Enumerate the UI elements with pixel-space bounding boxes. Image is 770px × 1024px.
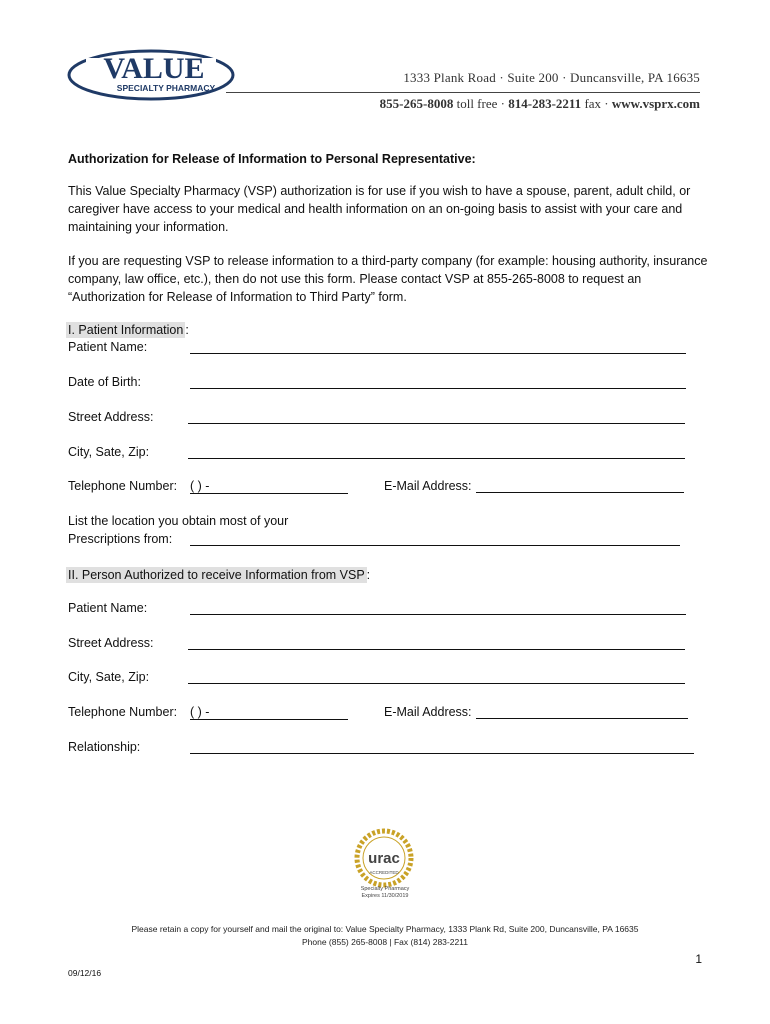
- patient-email-label: E-Mail Address:: [384, 479, 472, 493]
- section-1-heading: I. Patient Information :: [68, 323, 189, 337]
- fax-label: fax: [584, 96, 602, 111]
- header-address: 1333 Plank Road · Suite 200 · Duncansville, PA 16635: [403, 70, 700, 85]
- dob-label: Date of Birth:: [68, 375, 141, 389]
- patient-telephone-label: Telephone Number:: [68, 479, 178, 493]
- patient-city-label: City, Sate, Zip:: [68, 445, 150, 459]
- website-link[interactable]: www.vsprx.com: [611, 96, 700, 111]
- header-divider: [226, 92, 700, 93]
- authorized-city-field[interactable]: [188, 683, 685, 684]
- section-2-heading: II. Person Authorized to receive Information from VSP :: [68, 568, 371, 582]
- intro-paragraph-2: If you are requesting VSP to release information to a third-party company (for example: housing authority, insurance company, law office, etc.), then do not use this form. Please contact VSP at 855-265-8008 to request an “Authorization for Release of Information to Third Party” form.: [68, 254, 708, 304]
- relationship-field[interactable]: [190, 753, 694, 754]
- relationship-label: Relationship:: [68, 740, 141, 754]
- authorized-email-field[interactable]: [476, 718, 688, 719]
- footer-mailing-note: Please retain a copy for yourself and mail the original to: Value Specialty Pharmacy, 1333 Plank Rd, Suite 200, Duncansville, PA 16635: [131, 924, 639, 934]
- authorized-telephone-label: Telephone Number:: [68, 705, 178, 719]
- authorized-city-label: City, Sate, Zip:: [68, 670, 150, 684]
- patient-city-field[interactable]: [188, 458, 685, 459]
- intro-paragraph-1: This Value Specialty Pharmacy (VSP) authorization is for use if you wish to have a spouse, parent, adult child, or caregiver have access to your medical and health information on an on-going basis to assist with your care and maintaining your information.: [68, 184, 691, 234]
- urac-accredited: ACCREDITED: [369, 870, 399, 875]
- authorized-name-field[interactable]: [190, 614, 686, 615]
- seal-caption-line1: Specialty Pharmacy: [360, 886, 410, 892]
- revision-date: 09/12/16: [68, 968, 102, 978]
- patient-email-field[interactable]: [476, 492, 684, 493]
- patient-street-label: Street Address:: [68, 410, 154, 424]
- form-title: Authorization for Release of Information to Personal Representative:: [68, 152, 476, 166]
- logo-main-text: VALUE: [103, 52, 205, 85]
- location-label-line2: Prescriptions from:: [68, 532, 173, 546]
- urac-text: urac: [368, 850, 400, 867]
- seal-caption-line2: Expires 11/30/2019: [361, 892, 409, 899]
- authorized-telephone-field[interactable]: ( ) -: [190, 705, 348, 720]
- logo-sub-text: SPECIALTY PHARMACY: [116, 83, 216, 93]
- patient-name-label: Patient Name:: [68, 340, 148, 354]
- page-number: 1: [695, 952, 702, 966]
- header-contact: 855-265-8008 toll free · 814-283-2211 fax · www.vsprx.com: [379, 96, 700, 111]
- tollfree-label: toll free: [456, 96, 498, 111]
- authorized-street-label: Street Address:: [68, 636, 154, 650]
- prescription-location-field[interactable]: [190, 545, 680, 546]
- patient-name-field[interactable]: [190, 353, 686, 354]
- urac-badge-icon: [353, 828, 415, 890]
- dob-field[interactable]: [190, 388, 686, 389]
- patient-telephone-field[interactable]: ( ) -: [190, 479, 348, 494]
- seal-caption: [335, 886, 435, 899]
- authorized-email-label: E-Mail Address:: [384, 705, 472, 719]
- tollfree-number: 855-265-8008: [379, 96, 454, 111]
- authorized-street-field[interactable]: [188, 649, 685, 650]
- authorized-name-label: Patient Name:: [68, 601, 148, 615]
- fax-number: 814-283-2211: [508, 96, 582, 111]
- logo-swoosh-icon: [66, 44, 236, 106]
- footer-contact: Phone (855) 265-8008 | Fax (814) 283-2211: [301, 937, 469, 947]
- location-label-line1: List the location you obtain most of your: [68, 514, 289, 528]
- patient-street-field[interactable]: [188, 423, 685, 424]
- company-logo: [66, 44, 236, 106]
